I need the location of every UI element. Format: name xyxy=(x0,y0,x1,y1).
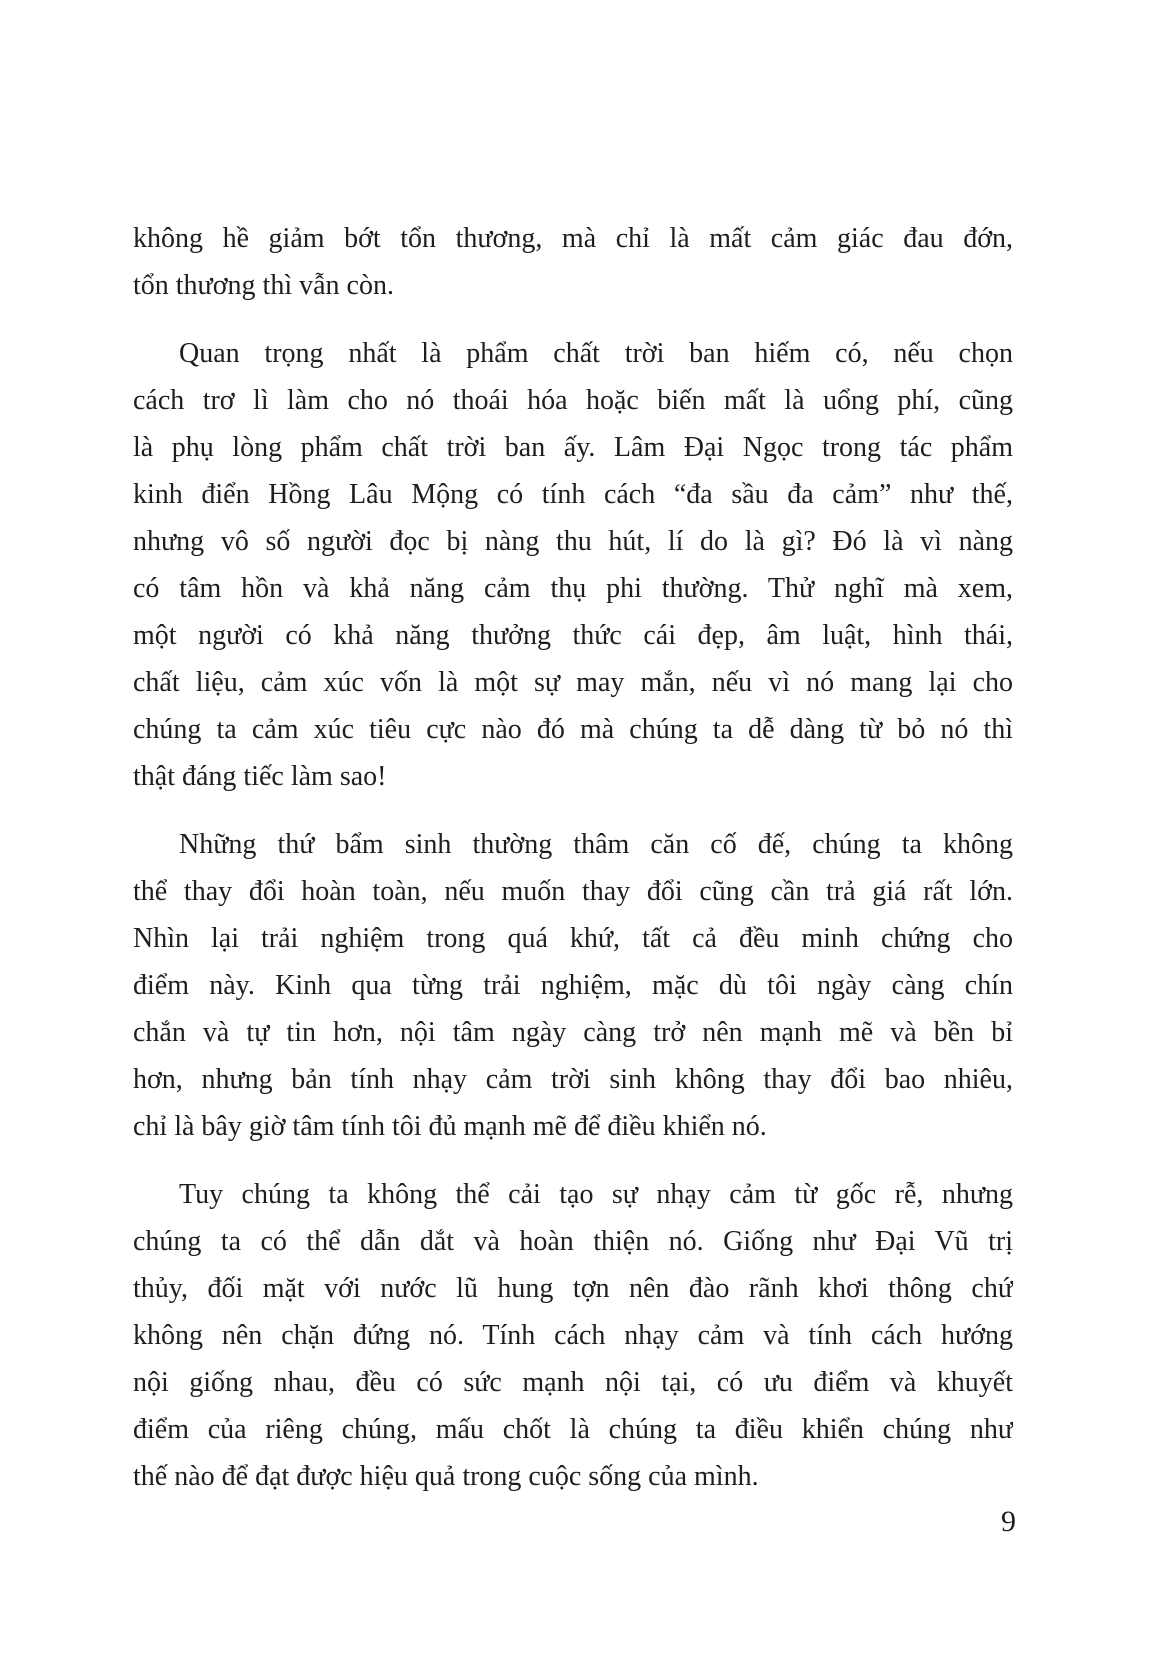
text-line: chúng ta có thể dẫn dắt và hoàn thiện nó. Giống như Đại Vũ trị xyxy=(133,1226,1013,1257)
text-line: có tâm hồn và khả năng cảm thụ phi thường. Thử nghĩ mà xem, xyxy=(133,573,1013,604)
text-line: điểm của riêng chúng, mấu chốt là chúng ta điều khiển chúng như xyxy=(133,1414,1013,1445)
text-line: kinh điển Hồng Lâu Mộng có tính cách “đa sầu đa cảm” như thế, xyxy=(133,479,1013,510)
text-line: chỉ là bây giờ tâm tính tôi đủ mạnh mẽ để điều khiển nó. xyxy=(133,1111,767,1142)
text-line: không hề giảm bớt tổn thương, mà chỉ là mất cảm giác đau đớn, xyxy=(133,223,1013,254)
paragraph xyxy=(133,215,1013,309)
text-line: Tuy chúng ta không thể cải tạo sự nhạy cảm từ gốc rễ, nhưng xyxy=(179,1179,1013,1210)
text-line: thể thay đổi hoàn toàn, nếu muốn thay đổi cũng cần trả giá rất lớn. xyxy=(133,876,1013,907)
text-line: thế nào để đạt được hiệu quả trong cuộc sống của mình. xyxy=(133,1461,759,1492)
text-line: tổn thương thì vẫn còn. xyxy=(133,270,394,301)
text-line: thật đáng tiếc làm sao! xyxy=(133,761,387,792)
text-line: điểm này. Kinh qua từng trải nghiệm, mặc dù tôi ngày càng chín xyxy=(133,970,1013,1001)
text-line: chắn và tự tin hơn, nội tâm ngày càng trở nên mạnh mẽ và bền bỉ xyxy=(133,1017,1013,1048)
text-line: Quan trọng nhất là phẩm chất trời ban hiếm có, nếu chọn xyxy=(179,338,1013,369)
paragraph xyxy=(133,330,1013,800)
text-line: thủy, đối mặt với nước lũ hung tợn nên đào rãnh khơi thông chứ xyxy=(133,1273,1013,1304)
text-line: Những thứ bẩm sinh thường thâm căn cố đế, chúng ta không xyxy=(179,829,1013,860)
text-line: một người có khả năng thưởng thức cái đẹp, âm luật, hình thái, xyxy=(133,620,1013,651)
text-line: nội giống nhau, đều có sức mạnh nội tại, có ưu điểm và khuyết xyxy=(133,1367,1013,1398)
paragraph xyxy=(133,821,1013,1150)
text-line: chất liệu, cảm xúc vốn là một sự may mắn, nếu vì nó mang lại cho xyxy=(133,667,1013,698)
text-block xyxy=(133,215,1013,1500)
text-line: nhưng vô số người đọc bị nàng thu hút, lí do là gì? Đó là vì nàng xyxy=(133,526,1013,557)
text-line: hơn, nhưng bản tính nhạy cảm trời sinh không thay đổi bao nhiêu, xyxy=(133,1064,1013,1095)
paragraph xyxy=(133,1171,1013,1500)
page-number: 9 xyxy=(1001,1505,1016,1538)
text-line: cách trơ lì làm cho nó thoái hóa hoặc biến mất là uổng phí, cũng xyxy=(133,385,1013,416)
text-line: Nhìn lại trải nghiệm trong quá khứ, tất cả đều minh chứng cho xyxy=(133,923,1013,954)
text-line: chúng ta cảm xúc tiêu cực nào đó mà chúng ta dễ dàng từ bỏ nó thì xyxy=(133,714,1013,745)
text-line: không nên chặn đứng nó. Tính cách nhạy cảm và tính cách hướng xyxy=(133,1320,1013,1351)
text-line: là phụ lòng phẩm chất trời ban ấy. Lâm Đại Ngọc trong tác phẩm xyxy=(133,432,1013,463)
